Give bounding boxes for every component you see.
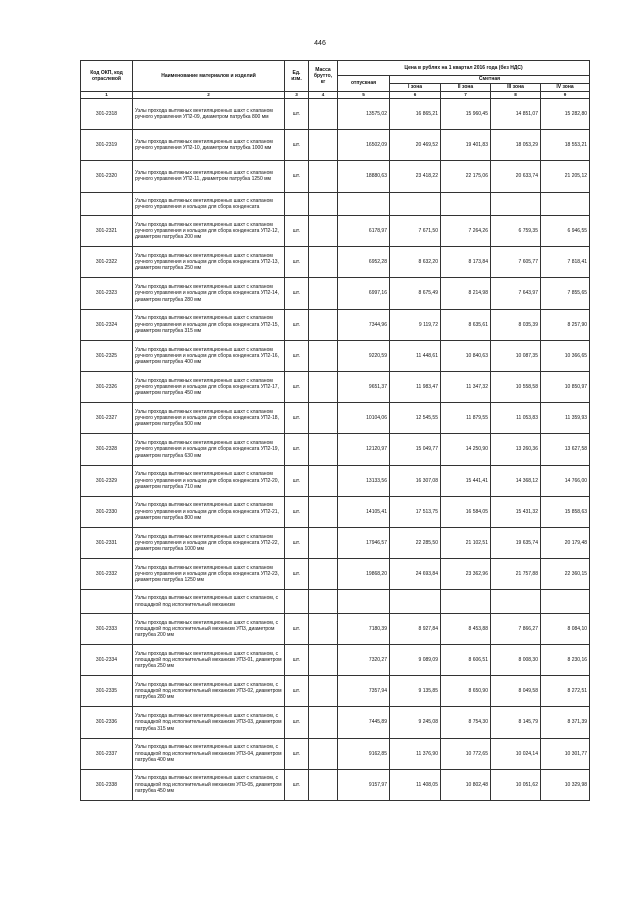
cell-name: Узлы прохода вытяжных вентиляционных шахт с клапаном ручного управления и кольцом для сбора конденсата УП2-12, диаметром патрубка 200 мм bbox=[133, 216, 285, 247]
table-row bbox=[81, 216, 590, 247]
table-row bbox=[81, 707, 590, 738]
cell-release-price: 19868,20 bbox=[338, 559, 390, 590]
cell-zone4-price: 10 366,65 bbox=[541, 340, 590, 371]
cell-name: Узлы прохода вытяжных вентиляционных шахт с клапаном ручного управления и кольцом для сбора конденсата УП2-15, диаметром патрубка 315 мм bbox=[133, 309, 285, 340]
cell-empty bbox=[309, 192, 338, 216]
cell-mass bbox=[309, 769, 338, 800]
group-heading-row bbox=[81, 590, 590, 614]
cell-name: Узлы прохода вытяжных вентиляционных шахт с клапаном ручного управления и кольцом для сбора конденсата УП2-14, диаметром патрубка 280 мм bbox=[133, 278, 285, 309]
cell-group-name: Узлы прохода вытяжных вентиляционных шахт с клапаном ручного управления и кольцом для сбора конденсата bbox=[133, 192, 285, 216]
cell-release-price: 18880,63 bbox=[338, 161, 390, 192]
cell-release-price: 10104,06 bbox=[338, 403, 390, 434]
cell-unit: шт. bbox=[285, 613, 309, 644]
cell-code: 301-2330 bbox=[81, 496, 133, 527]
cell-zone2-price: 10 772,65 bbox=[441, 738, 491, 769]
cell-unit: шт. bbox=[285, 496, 309, 527]
cell-code: 301-2334 bbox=[81, 645, 133, 676]
cell-group-name: Узлы прохода вытяжных вентиляционных шахт с клапаном, с площадкой под исполнительный механизм bbox=[133, 590, 285, 614]
cell-unit: шт. bbox=[285, 769, 309, 800]
price-table bbox=[80, 60, 590, 801]
cell-zone1-price: 17 513,75 bbox=[390, 496, 441, 527]
cell-empty bbox=[338, 590, 390, 614]
cell-mass bbox=[309, 559, 338, 590]
cell-zone4-price: 18 553,21 bbox=[541, 130, 590, 161]
column-numbers-row bbox=[81, 92, 590, 99]
cell-name: Узлы прохода вытяжных вентиляционных шахт с клапаном, с площадкой под исполнительный механизм УП3-02, диаметром патрубка 280 мм bbox=[133, 676, 285, 707]
cell-zone4-price: 8 084,10 bbox=[541, 613, 590, 644]
cell-zone3-price: 20 633,74 bbox=[491, 161, 541, 192]
header-unit: Ед. изм. bbox=[285, 61, 309, 92]
cell-zone3-price: 14 368,12 bbox=[491, 465, 541, 496]
cell-zone4-price: 15 282,80 bbox=[541, 99, 590, 130]
table-row bbox=[81, 559, 590, 590]
cell-mass bbox=[309, 340, 338, 371]
cell-name: Узлы прохода вытяжных вентиляционных шахт с клапаном ручного управления УП2-10, диаметром патрубка 1000 мм bbox=[133, 130, 285, 161]
table-row bbox=[81, 372, 590, 403]
cell-release-price: 6952,28 bbox=[338, 247, 390, 278]
cell-zone1-price: 8 927,84 bbox=[390, 613, 441, 644]
cell-zone1-price: 11 376,90 bbox=[390, 738, 441, 769]
cell-release-price: 14105,41 bbox=[338, 496, 390, 527]
page-number: 446 bbox=[314, 40, 326, 47]
table-row bbox=[81, 676, 590, 707]
header-mass: Масса брутто, кг bbox=[309, 61, 338, 92]
cell-zone2-price: 7 264,26 bbox=[441, 216, 491, 247]
cell-code: 301-2329 bbox=[81, 465, 133, 496]
cell-name: Узлы прохода вытяжных вентиляционных шахт с клапаном, с площадкой под исполнительный механизм УП3-05, диаметром патрубка 450 мм bbox=[133, 769, 285, 800]
cell-empty bbox=[541, 590, 590, 614]
cell-zone3-price: 8 035,39 bbox=[491, 309, 541, 340]
cell-unit: шт. bbox=[285, 676, 309, 707]
column-number: 9 bbox=[541, 92, 590, 99]
cell-mass bbox=[309, 99, 338, 130]
cell-code: 301-2333 bbox=[81, 613, 133, 644]
cell-mass bbox=[309, 309, 338, 340]
column-number: 1 bbox=[81, 92, 133, 99]
cell-zone3-price: 10 024,14 bbox=[491, 738, 541, 769]
cell-mass bbox=[309, 161, 338, 192]
cell-zone3-price: 8 008,30 bbox=[491, 645, 541, 676]
cell-release-price: 9157,97 bbox=[338, 769, 390, 800]
header-estimate: Сметная bbox=[390, 76, 590, 84]
cell-release-price: 13575,02 bbox=[338, 99, 390, 130]
cell-zone2-price: 15 441,41 bbox=[441, 465, 491, 496]
cell-empty bbox=[491, 192, 541, 216]
table-row bbox=[81, 645, 590, 676]
cell-zone3-price: 7 605,77 bbox=[491, 247, 541, 278]
cell-unit: шт. bbox=[285, 403, 309, 434]
cell-zone1-price: 9 245,08 bbox=[390, 707, 441, 738]
cell-unit: шт. bbox=[285, 278, 309, 309]
cell-mass bbox=[309, 372, 338, 403]
header-zone2: II зона bbox=[441, 84, 491, 92]
table-row bbox=[81, 340, 590, 371]
table-row bbox=[81, 247, 590, 278]
cell-release-price: 6997,16 bbox=[338, 278, 390, 309]
cell-zone4-price: 10 301,77 bbox=[541, 738, 590, 769]
cell-zone3-price: 11 053,83 bbox=[491, 403, 541, 434]
cell-zone2-price: 8 606,51 bbox=[441, 645, 491, 676]
cell-code: 301-2320 bbox=[81, 161, 133, 192]
cell-mass bbox=[309, 738, 338, 769]
cell-release-price: 9220,59 bbox=[338, 340, 390, 371]
cell-zone4-price: 22 360,15 bbox=[541, 559, 590, 590]
cell-unit: шт. bbox=[285, 738, 309, 769]
cell-zone1-price: 9 119,72 bbox=[390, 309, 441, 340]
cell-empty bbox=[338, 192, 390, 216]
cell-zone3-price: 7 643,97 bbox=[491, 278, 541, 309]
cell-release-price: 7344,96 bbox=[338, 309, 390, 340]
cell-zone1-price: 15 049,77 bbox=[390, 434, 441, 465]
cell-zone2-price: 8 650,90 bbox=[441, 676, 491, 707]
cell-zone2-price: 23 362,96 bbox=[441, 559, 491, 590]
cell-zone3-price: 19 635,74 bbox=[491, 527, 541, 558]
column-number: 7 bbox=[441, 92, 491, 99]
cell-zone2-price: 11 347,32 bbox=[441, 372, 491, 403]
cell-zone2-price: 21 102,51 bbox=[441, 527, 491, 558]
cell-code: 301-2319 bbox=[81, 130, 133, 161]
table-row bbox=[81, 161, 590, 192]
cell-code: 301-2323 bbox=[81, 278, 133, 309]
cell-zone2-price: 14 250,90 bbox=[441, 434, 491, 465]
header-zone3: III зона bbox=[491, 84, 541, 92]
cell-unit: шт. bbox=[285, 309, 309, 340]
cell-zone1-price: 7 671,50 bbox=[390, 216, 441, 247]
cell-mass bbox=[309, 496, 338, 527]
table-row bbox=[81, 496, 590, 527]
cell-zone1-price: 11 408,05 bbox=[390, 769, 441, 800]
cell-empty bbox=[309, 590, 338, 614]
cell-zone1-price: 11 983,47 bbox=[390, 372, 441, 403]
cell-name: Узлы прохода вытяжных вентиляционных шахт с клапаном ручного управления и кольцом для сбора конденсата УП2-18, диаметром патрубка 500 мм bbox=[133, 403, 285, 434]
cell-zone4-price: 10 329,98 bbox=[541, 769, 590, 800]
cell-name: Узлы прохода вытяжных вентиляционных шахт с клапаном ручного управления и кольцом для сбора конденсата УП2-20, диаметром патрубка 710 мм bbox=[133, 465, 285, 496]
table-row bbox=[81, 278, 590, 309]
column-number: 5 bbox=[338, 92, 390, 99]
cell-release-price: 6178,97 bbox=[338, 216, 390, 247]
cell-zone2-price: 15 960,45 bbox=[441, 99, 491, 130]
cell-unit: шт. bbox=[285, 434, 309, 465]
column-number: 6 bbox=[390, 92, 441, 99]
cell-mass bbox=[309, 247, 338, 278]
cell-release-price: 7180,39 bbox=[338, 613, 390, 644]
cell-release-price: 7445,89 bbox=[338, 707, 390, 738]
cell-unit: шт. bbox=[285, 465, 309, 496]
cell-release-price: 9651,37 bbox=[338, 372, 390, 403]
cell-zone4-price: 8 230,16 bbox=[541, 645, 590, 676]
cell-zone2-price: 11 879,55 bbox=[441, 403, 491, 434]
table-row bbox=[81, 527, 590, 558]
cell-unit: шт. bbox=[285, 130, 309, 161]
cell-mass bbox=[309, 465, 338, 496]
header-code: Код ОКП, код отраслевой bbox=[81, 61, 133, 92]
cell-code bbox=[81, 590, 133, 614]
cell-zone3-price: 10 558,58 bbox=[491, 372, 541, 403]
table-row bbox=[81, 769, 590, 800]
cell-code: 301-2326 bbox=[81, 372, 133, 403]
cell-zone2-price: 19 401,83 bbox=[441, 130, 491, 161]
cell-code: 301-2332 bbox=[81, 559, 133, 590]
cell-name: Узлы прохода вытяжных вентиляционных шахт с клапаном ручного управления и кольцом для сбора конденсата УП2-17, диаметром патрубка 450 мм bbox=[133, 372, 285, 403]
cell-code: 301-2324 bbox=[81, 309, 133, 340]
cell-zone3-price: 13 260,36 bbox=[491, 434, 541, 465]
cell-zone1-price: 8 632,20 bbox=[390, 247, 441, 278]
cell-release-price: 13133,56 bbox=[338, 465, 390, 496]
cell-name: Узлы прохода вытяжных вентиляционных шахт с клапаном ручного управления УП2-09, диаметром патрубка 800 мм bbox=[133, 99, 285, 130]
cell-zone2-price: 8 635,61 bbox=[441, 309, 491, 340]
cell-zone4-price: 11 359,93 bbox=[541, 403, 590, 434]
cell-zone4-price: 8 272,51 bbox=[541, 676, 590, 707]
cell-zone3-price: 14 851,07 bbox=[491, 99, 541, 130]
cell-name: Узлы прохода вытяжных вентиляционных шахт с клапаном, с площадкой под исполнительный механизм УП3-03, диаметром патрубка 315 мм bbox=[133, 707, 285, 738]
cell-release-price: 17946,57 bbox=[338, 527, 390, 558]
cell-mass bbox=[309, 527, 338, 558]
cell-name: Узлы прохода вытяжных вентиляционных шахт с клапаном, с площадкой под исполнительный механизм УП3-04, диаметром патрубка 400 мм bbox=[133, 738, 285, 769]
cell-zone1-price: 8 675,49 bbox=[390, 278, 441, 309]
cell-unit: шт. bbox=[285, 372, 309, 403]
cell-release-price: 16502,09 bbox=[338, 130, 390, 161]
cell-zone4-price: 13 627,58 bbox=[541, 434, 590, 465]
cell-zone1-price: 9 135,85 bbox=[390, 676, 441, 707]
cell-zone2-price: 16 584,05 bbox=[441, 496, 491, 527]
cell-release-price: 12120,97 bbox=[338, 434, 390, 465]
cell-zone3-price: 21 757,88 bbox=[491, 559, 541, 590]
cell-code bbox=[81, 192, 133, 216]
cell-zone1-price: 12 545,55 bbox=[390, 403, 441, 434]
group-heading-row bbox=[81, 192, 590, 216]
cell-code: 301-2325 bbox=[81, 340, 133, 371]
cell-code: 301-2331 bbox=[81, 527, 133, 558]
cell-zone3-price: 6 759,35 bbox=[491, 216, 541, 247]
cell-code: 301-2338 bbox=[81, 769, 133, 800]
cell-zone4-price: 8 257,90 bbox=[541, 309, 590, 340]
header-zone4: IV зона bbox=[541, 84, 590, 92]
cell-name: Узлы прохода вытяжных вентиляционных шахт с клапаном ручного управления и кольцом для сбора конденсата УП2-22, диаметром патрубка 1000 мм bbox=[133, 527, 285, 558]
cell-unit: шт. bbox=[285, 161, 309, 192]
cell-name: Узлы прохода вытяжных вентиляционных шахт с клапаном, с площадкой под исполнительный механизм УП3-01, диаметром патрубка 250 мм bbox=[133, 645, 285, 676]
cell-zone4-price: 8 371,39 bbox=[541, 707, 590, 738]
cell-empty bbox=[390, 192, 441, 216]
cell-zone2-price: 8 754,30 bbox=[441, 707, 491, 738]
cell-mass bbox=[309, 278, 338, 309]
table-row bbox=[81, 738, 590, 769]
cell-zone3-price: 8 049,58 bbox=[491, 676, 541, 707]
cell-empty bbox=[390, 590, 441, 614]
cell-zone3-price: 10 051,62 bbox=[491, 769, 541, 800]
cell-zone4-price: 14 766,00 bbox=[541, 465, 590, 496]
cell-release-price: 7320,27 bbox=[338, 645, 390, 676]
cell-code: 301-2318 bbox=[81, 99, 133, 130]
cell-zone1-price: 16 307,08 bbox=[390, 465, 441, 496]
cell-zone3-price: 7 866,27 bbox=[491, 613, 541, 644]
cell-zone4-price: 20 179,48 bbox=[541, 527, 590, 558]
cell-mass bbox=[309, 676, 338, 707]
cell-code: 301-2322 bbox=[81, 247, 133, 278]
column-number: 2 bbox=[133, 92, 285, 99]
cell-zone1-price: 23 418,22 bbox=[390, 161, 441, 192]
cell-zone3-price: 15 431,32 bbox=[491, 496, 541, 527]
cell-unit: шт. bbox=[285, 247, 309, 278]
cell-zone2-price: 10 802,48 bbox=[441, 769, 491, 800]
table-row bbox=[81, 309, 590, 340]
cell-name: Узлы прохода вытяжных вентиляционных шахт с клапаном, с площадкой под исполнительный механизм УП3, диаметром патрубка 200 мм bbox=[133, 613, 285, 644]
cell-code: 301-2327 bbox=[81, 403, 133, 434]
cell-zone3-price: 10 087,35 bbox=[491, 340, 541, 371]
cell-zone2-price: 22 175,06 bbox=[441, 161, 491, 192]
cell-code: 301-2337 bbox=[81, 738, 133, 769]
table-row bbox=[81, 130, 590, 161]
cell-zone1-price: 22 285,50 bbox=[390, 527, 441, 558]
column-number: 8 bbox=[491, 92, 541, 99]
cell-zone1-price: 16 865,21 bbox=[390, 99, 441, 130]
cell-code: 301-2321 bbox=[81, 216, 133, 247]
cell-zone4-price: 10 850,97 bbox=[541, 372, 590, 403]
cell-zone4-price: 21 205,12 bbox=[541, 161, 590, 192]
cell-unit: шт. bbox=[285, 216, 309, 247]
cell-zone2-price: 8 173,84 bbox=[441, 247, 491, 278]
cell-name: Узлы прохода вытяжных вентиляционных шахт с клапаном ручного управления и кольцом для сбора конденсата УП2-13, диаметром патрубка 250 мм bbox=[133, 247, 285, 278]
cell-zone2-price: 10 840,63 bbox=[441, 340, 491, 371]
table-row bbox=[81, 465, 590, 496]
header-price: Цена в рублях на 1 квартал 2016 года (без НДС) bbox=[338, 61, 590, 76]
cell-unit: шт. bbox=[285, 340, 309, 371]
cell-name: Узлы прохода вытяжных вентиляционных шахт с клапаном ручного управления и кольцом для сбора конденсата УП2-23, диаметром патрубка 1250 мм bbox=[133, 559, 285, 590]
cell-mass bbox=[309, 613, 338, 644]
cell-empty bbox=[491, 590, 541, 614]
cell-mass bbox=[309, 645, 338, 676]
cell-code: 301-2328 bbox=[81, 434, 133, 465]
cell-empty bbox=[541, 192, 590, 216]
cell-unit: шт. bbox=[285, 99, 309, 130]
column-number: 4 bbox=[309, 92, 338, 99]
cell-empty bbox=[441, 192, 491, 216]
cell-zone1-price: 24 693,84 bbox=[390, 559, 441, 590]
table-row bbox=[81, 403, 590, 434]
cell-zone1-price: 9 089,09 bbox=[390, 645, 441, 676]
cell-zone2-price: 8 214,98 bbox=[441, 278, 491, 309]
header-release: отпускная bbox=[338, 76, 390, 92]
cell-zone2-price: 8 453,88 bbox=[441, 613, 491, 644]
cell-mass bbox=[309, 130, 338, 161]
cell-zone3-price: 8 145,79 bbox=[491, 707, 541, 738]
column-number: 3 bbox=[285, 92, 309, 99]
cell-zone4-price: 6 946,55 bbox=[541, 216, 590, 247]
cell-unit: шт. bbox=[285, 527, 309, 558]
cell-empty bbox=[285, 590, 309, 614]
cell-mass bbox=[309, 403, 338, 434]
cell-zone4-price: 7 855,65 bbox=[541, 278, 590, 309]
cell-unit: шт. bbox=[285, 707, 309, 738]
cell-zone4-price: 7 818,41 bbox=[541, 247, 590, 278]
cell-mass bbox=[309, 216, 338, 247]
cell-name: Узлы прохода вытяжных вентиляционных шахт с клапаном ручного управления и кольцом для сбора конденсата УП2-16, диаметром патрубка 400 мм bbox=[133, 340, 285, 371]
cell-name: Узлы прохода вытяжных вентиляционных шахт с клапаном ручного управления УП2-11, диаметром патрубка 1250 мм bbox=[133, 161, 285, 192]
cell-name: Узлы прохода вытяжных вентиляционных шахт с клапаном ручного управления и кольцом для сбора конденсата УП2-19, диаметром патрубка 630 мм bbox=[133, 434, 285, 465]
cell-unit: шт. bbox=[285, 645, 309, 676]
cell-release-price: 7357,94 bbox=[338, 676, 390, 707]
header-zone1: I зона bbox=[390, 84, 441, 92]
cell-zone3-price: 18 053,29 bbox=[491, 130, 541, 161]
cell-zone1-price: 11 448,61 bbox=[390, 340, 441, 371]
table-row bbox=[81, 99, 590, 130]
cell-code: 301-2335 bbox=[81, 676, 133, 707]
table-row bbox=[81, 613, 590, 644]
cell-empty bbox=[285, 192, 309, 216]
cell-empty bbox=[441, 590, 491, 614]
cell-mass bbox=[309, 707, 338, 738]
cell-name: Узлы прохода вытяжных вентиляционных шахт с клапаном ручного управления и кольцом для сбора конденсата УП2-21, диаметром патрубка 800 мм bbox=[133, 496, 285, 527]
table-row bbox=[81, 434, 590, 465]
cell-unit: шт. bbox=[285, 559, 309, 590]
cell-release-price: 9162,85 bbox=[338, 738, 390, 769]
cell-code: 301-2336 bbox=[81, 707, 133, 738]
cell-zone4-price: 15 858,63 bbox=[541, 496, 590, 527]
cell-zone1-price: 20 469,52 bbox=[390, 130, 441, 161]
cell-mass bbox=[309, 434, 338, 465]
header-name: Наименование материалов и изделий bbox=[133, 61, 285, 92]
